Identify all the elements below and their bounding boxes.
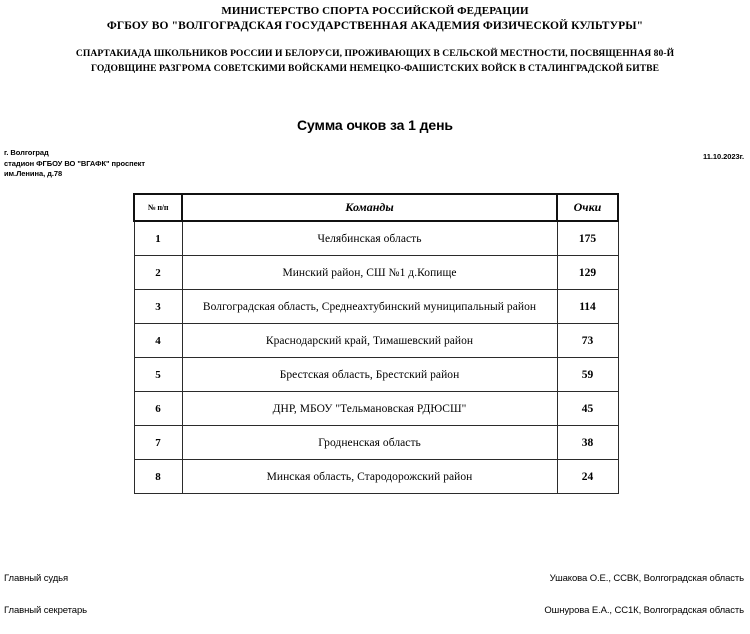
cell-points: 175 xyxy=(557,221,618,256)
cell-rank: 2 xyxy=(134,256,182,290)
cell-team: Минская область, Стародорожский район xyxy=(182,460,557,494)
table-row xyxy=(134,256,618,290)
event-header xyxy=(0,46,750,76)
cell-rank: 5 xyxy=(134,358,182,392)
signature-role: Главный судья xyxy=(4,573,69,584)
results-table-body xyxy=(134,221,618,494)
table-row xyxy=(134,392,618,426)
cell-team: Краснодарский край, Тимашевский район xyxy=(182,324,557,358)
table-header-row xyxy=(134,194,618,221)
venue-address-line-2: им.Ленина, д.78 xyxy=(4,169,63,178)
venue-address-line-1: стадион ФГБОУ ВО "ВГАФК" проспект xyxy=(4,158,146,168)
cell-points: 24 xyxy=(557,460,618,494)
cell-rank: 4 xyxy=(134,324,182,358)
cell-team: Волгоградская область, Среднеахтубинский муниципальный район xyxy=(182,290,557,324)
cell-points: 45 xyxy=(557,392,618,426)
cell-points: 114 xyxy=(557,290,618,324)
column-header-number: № п/п xyxy=(134,194,182,221)
cell-rank: 6 xyxy=(134,392,182,426)
results-table xyxy=(133,193,619,494)
event-line-2: ГОДОВЩИНЕ РАЗГРОМА СОВЕТСКИМИ ВОЙСКАМИ НЕМЕЦКО-ФАШИСТСКИХ ВОЙСК В СТАЛИНГРАДСКОЙ БИТВЕ xyxy=(90,63,660,74)
signature-person: Ушакова О.Е., ССВК, Волгоградская область xyxy=(549,573,744,584)
table-row xyxy=(134,221,618,256)
organisation-header xyxy=(0,4,750,34)
cell-points: 129 xyxy=(557,256,618,290)
cell-points: 38 xyxy=(557,426,618,460)
cell-points: 59 xyxy=(557,358,618,392)
page-title: Сумма очков за 1 день xyxy=(297,117,453,133)
document-date: 11.10.2023г. xyxy=(703,152,744,161)
table-row xyxy=(134,358,618,392)
ministry-line: МИНИСТЕРСТВО СПОРТА РОССИЙСКОЙ ФЕДЕРАЦИИ xyxy=(221,5,529,17)
table-row xyxy=(134,460,618,494)
cell-rank: 7 xyxy=(134,426,182,460)
signature-role: Главный секретарь xyxy=(4,605,88,616)
venue-block xyxy=(4,148,145,180)
cell-team: Брестская область, Брестский район xyxy=(182,358,557,392)
event-line-1: СПАРТАКИАДА ШКОЛЬНИКОВ РОССИИ И БЕЛОРУСИ, ПРОЖИВАЮЩИХ В СЕЛЬСКОЙ МЕСТНОСТИ, ПОСВЯЩЕННАЯ 80-Й xyxy=(75,48,675,59)
column-header-team: Команды xyxy=(182,194,557,221)
table-row xyxy=(134,324,618,358)
cell-team: Минский район, СШ №1 д.Копище xyxy=(182,256,557,290)
cell-rank: 1 xyxy=(134,221,182,256)
cell-rank: 3 xyxy=(134,290,182,324)
column-header-points: Очки xyxy=(557,194,618,221)
cell-points: 73 xyxy=(557,324,618,358)
table-row xyxy=(134,290,618,324)
cell-team: ДНР, МБОУ "Тельмановская РДЮСШ" xyxy=(182,392,557,426)
venue-city: г. Волгоград xyxy=(4,148,49,157)
table-row xyxy=(134,426,618,460)
signature-person: Ошнурова Е.А., СС1К, Волгоградская область xyxy=(544,605,744,616)
cell-team: Челябинская область xyxy=(182,221,557,256)
cell-team: Гродненская область xyxy=(182,426,557,460)
cell-rank: 8 xyxy=(134,460,182,494)
institution-line: ФГБОУ ВО "ВОЛГОГРАДСКАЯ ГОСУДАРСТВЕННАЯ АКАДЕМИЯ ФИЗИЧЕСКОЙ КУЛЬТУРЫ" xyxy=(106,20,644,32)
